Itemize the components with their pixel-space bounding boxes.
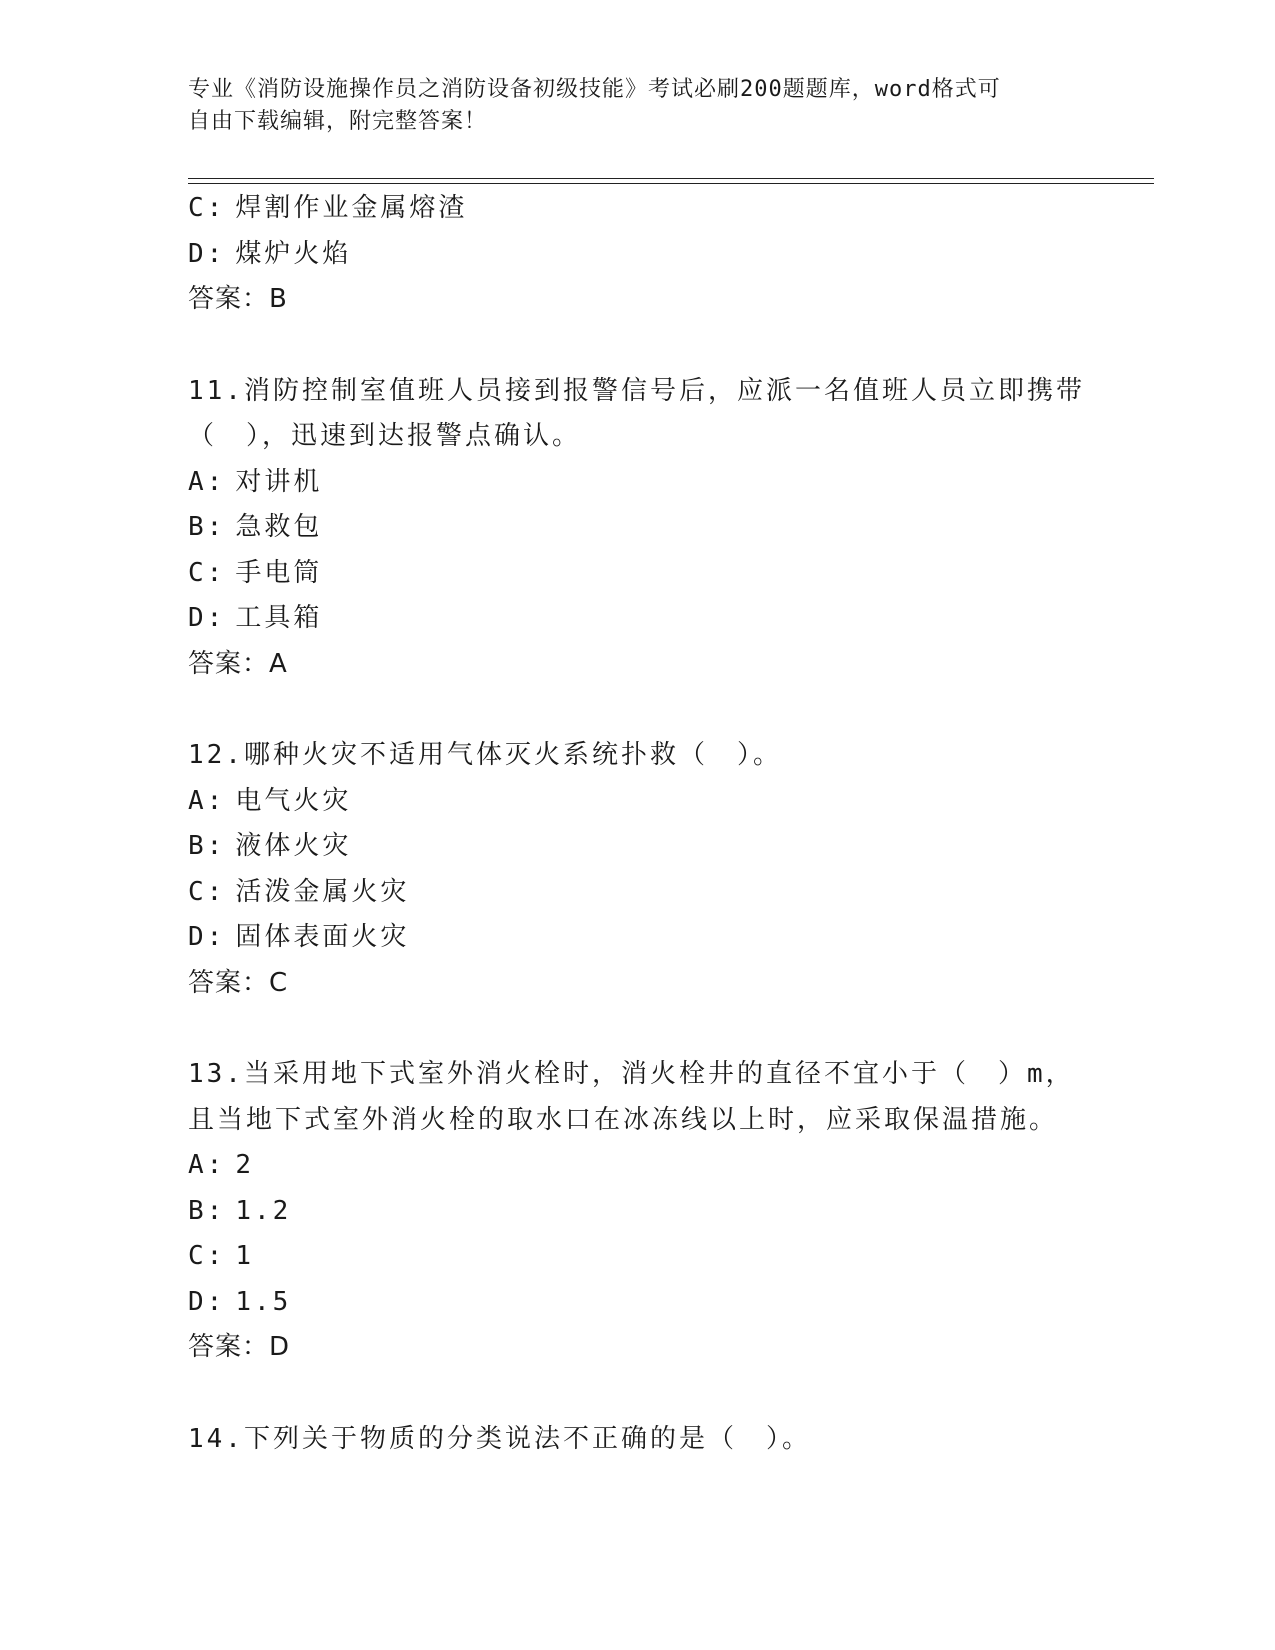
option-c [188, 870, 1088, 916]
option-text: 活泼金属火灾 [235, 876, 410, 907]
spacer [188, 323, 1088, 369]
option-d [188, 596, 1088, 642]
answer-line: 答案：C [188, 967, 289, 998]
option-text: 2 [235, 1150, 254, 1180]
option-d [188, 232, 1088, 278]
option-key: A: [188, 785, 226, 816]
option-key: B: [188, 1195, 226, 1226]
option-c [188, 551, 1088, 597]
header-line-1: 专业《消防设施操作员之消防设备初级技能》考试必刷200题题库，word格式可 [188, 77, 1001, 102]
option-c [188, 1234, 1088, 1280]
option-text: 固体表面火灾 [235, 922, 410, 952]
option-key: A: [188, 1150, 226, 1180]
document-header [188, 74, 1068, 138]
option-key: A: [188, 466, 226, 497]
option-key: D: [188, 922, 226, 952]
option-b [188, 505, 1088, 551]
option-key: C: [188, 1241, 226, 1271]
header-divider-top [188, 178, 1154, 179]
spacer [188, 1006, 1088, 1052]
option-key: D: [188, 603, 226, 633]
question-list [188, 186, 1088, 1462]
answer-line: 答案：B [188, 284, 288, 314]
question-stem: 且当地下式室外消火栓的取水口在冰冻线以上时，应采取保温措施。 [188, 1104, 1059, 1135]
option-text: 1 [235, 1241, 254, 1271]
option-c [188, 186, 1088, 232]
spacer [188, 1371, 1088, 1417]
question-stem: （ ），迅速到达报警点确认。 [188, 421, 582, 451]
option-key: B: [188, 512, 226, 542]
question-stem: 13.当采用地下式室外消火栓时，消火栓井的直径不宜小于（ ）m， [188, 1059, 1075, 1089]
option-text: 1.5 [235, 1286, 292, 1317]
question-stem: 11.消防控制室值班人员接到报警信号后，应派一名值班人员立即携带 [188, 375, 1085, 406]
option-text: 焊割作业金属熔渣 [235, 193, 468, 223]
option-key: C: [188, 193, 226, 223]
question-12 [188, 733, 1088, 1006]
header-divider-bottom [188, 183, 1154, 184]
option-key: C: [188, 876, 226, 907]
header-line-2: 自由下载编辑，附完整答案！ [188, 109, 488, 134]
question-14 [188, 1417, 1088, 1463]
option-key: D: [188, 238, 226, 269]
previous-question-tail [188, 186, 1088, 323]
option-text: 工具箱 [235, 603, 323, 633]
answer-line: 答案：A [188, 648, 288, 679]
question-stem: 12.哪种火灾不适用气体灭火系统扑救（ ）。 [188, 740, 782, 770]
option-text: 1.2 [235, 1195, 292, 1226]
option-d [188, 1280, 1088, 1326]
option-b [188, 824, 1088, 870]
option-text: 急救包 [235, 512, 323, 542]
option-text: 液体火灾 [235, 831, 352, 861]
answer-line: 答案：D [188, 1332, 291, 1362]
option-b [188, 1189, 1088, 1235]
option-text: 手电筒 [235, 557, 323, 588]
question-13 [188, 1052, 1088, 1371]
option-key: C: [188, 557, 226, 588]
option-text: 对讲机 [235, 466, 323, 497]
question-11 [188, 369, 1088, 688]
question-stem: 14.下列关于物质的分类说法不正确的是（ ）。 [188, 1423, 811, 1454]
option-a [188, 779, 1088, 825]
spacer [188, 687, 1088, 733]
option-key: B: [188, 831, 226, 861]
option-a [188, 1143, 1088, 1189]
option-text: 煤炉火焰 [235, 238, 352, 269]
option-a [188, 460, 1088, 506]
option-key: D: [188, 1286, 226, 1317]
option-text: 电气火灾 [235, 785, 352, 816]
option-d [188, 915, 1088, 961]
